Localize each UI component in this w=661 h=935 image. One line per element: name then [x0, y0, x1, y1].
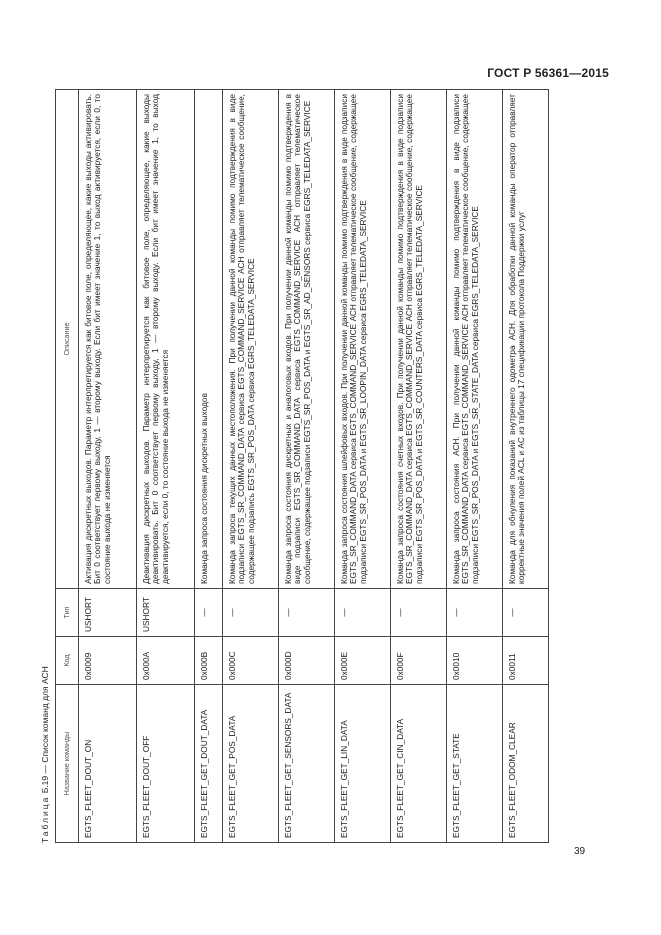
command-type-cell: — — [278, 589, 334, 637]
table-row — [78, 90, 136, 843]
command-name-cell: EGTS_FLEET_GET_CIN_DATA — [390, 685, 446, 843]
table-header-row — [56, 90, 79, 843]
table-caption-label: Таблица — [40, 795, 50, 843]
table-row — [194, 90, 222, 843]
command-code-cell: 0x0011 — [502, 637, 548, 685]
command-code-cell: 0x000C — [222, 637, 278, 685]
command-type-cell: USHORT — [78, 589, 136, 637]
table-row — [390, 90, 446, 843]
column-header-code: Код — [56, 637, 79, 685]
command-type-cell: — — [390, 589, 446, 637]
rotated-table-block — [40, 90, 550, 843]
command-type-cell: — — [334, 589, 390, 637]
column-header-type: Тип — [56, 589, 79, 637]
command-description-cell: Команда для обнуления показаний внутреннего одометра АСН. Для обработки данной команды оператор отправляет корректные значения полей ACL и AC из таблицы 17 спецификации протокола Поддержки услуг — [502, 90, 548, 589]
table-row — [222, 90, 278, 843]
command-name-cell: EGTS_FLEET_GET_STATE — [446, 685, 502, 843]
command-description-cell: Активация дискретных выходов. Параметр интерпретируется как битовое поле, определяющее, какие выходы активировать. Бит 0 соответствует первому выходу, 1 — второму выходу. Если бит имеет значение 1, то выход активируется, если 0, то состояние выхода не изменяется — [78, 90, 136, 589]
command-description-cell: Команда запроса текущих данных местоположения. При получении данной команды помимо подтверждения в виде подзаписи EGTS_SR_COMMAND_DATA сервиса EGTS_COMMAND_SERVICE АСН отправляет телематическое сообщение, содержащее подзапись EGTS_SR_POS_DATA сервиса EGRS_TELEDATA_SERVICE — [222, 90, 278, 589]
command-description-cell: Команда запроса состояния шлейфовых входов. При получении данной команды помимо подтверждения в виде подзаписи EGTS_SR_COMMAND_DATA сервиса EGTS_COMMAND_SERVICE АСН отправляет телематическое сообщение, содержащее подзаписи EGTS_SR_POS_DATA и EGTS_SR_LOOPIN_DATA сервиса EGRS_TELEDATA_SERVICE — [334, 90, 390, 589]
table-caption-text: Б.19 — Список команд для АСН — [40, 666, 50, 794]
command-name-cell: EGTS_FLEET_ODOM_CLEAR — [502, 685, 548, 843]
table-row — [502, 90, 548, 843]
command-name-cell: EGTS_FLEET_GET_LIN_DATA — [334, 685, 390, 843]
document-header: ГОСТ Р 56361—2015 — [487, 66, 609, 80]
command-name-cell: EGTS_FLEET_GET_SENSORS_DATA — [278, 685, 334, 843]
command-code-cell: 0x000F — [390, 637, 446, 685]
command-code-cell: 0x0009 — [78, 637, 136, 685]
command-type-cell: — — [194, 589, 222, 637]
table-row — [278, 90, 334, 843]
command-description-cell: Команда запроса состояния АСН. При получении данной команды помимо подтверждения в виде подзаписи EGTS_SR_COMMAND_DATA сервиса EGTS_COMMAND_SERVICE АСН отправляет телематическое сообщение, содержащее подзаписи EGTS_SR_POS_DATA и EGTS_SR_STATE_DATA сервиса EGRS_TELEDATA_SERVICE — [446, 90, 502, 589]
command-type-cell: USHORT — [136, 589, 194, 637]
table-row — [334, 90, 390, 843]
command-type-cell: — — [446, 589, 502, 637]
command-code-cell: 0x0010 — [446, 637, 502, 685]
command-type-cell: — — [502, 589, 548, 637]
command-code-cell: 0x000D — [278, 637, 334, 685]
table-caption — [40, 666, 50, 843]
command-description-cell: Команда запроса состояния счетных входов. При получении данной команды помимо подтверждения в виде подзаписи EGTS_SR_COMMAND_DATA сервиса EGTS_COMMAND_SERVICE АСН отправляет телематическое сообщение, содержащее подзаписи EGTS_SR_POS_DATA и EGTS_SR_COUNTERS_DATA сервиса EGRS_TELEDATA_SERVICE — [390, 90, 446, 589]
command-code-cell: 0x000E — [334, 637, 390, 685]
command-description-cell: Деактивация дискретных выходов. Параметр интерпретируется как битовое поле, определяющее, какие выходы деактивировать. Бит 0 соответствует первому выходу, 1 — второму выходу. Если бит имеет значение 1, то выход деактивируется, если 0, то состояние выхода не изменяется — [136, 90, 194, 589]
column-header-description: Описание — [56, 90, 79, 589]
table-row — [136, 90, 194, 843]
table-row — [446, 90, 502, 843]
command-name-cell: EGTS_FLEET_GET_POS_DATA — [222, 685, 278, 843]
command-name-cell: EGTS_FLEET_DOUT_OFF — [136, 685, 194, 843]
command-name-cell: EGTS_FLEET_DOUT_ON — [78, 685, 136, 843]
command-description-cell: Команда запроса состояния дискретных и аналоговых входов. При получении данной команды помимо подтверждения в виде подзаписи EGTS_SR_COMMAND_DATA сервиса EGTS_COMMAND_SERVICE АСН отправляет телематическое сообщение, содержащее подзаписи EGTS_SR_POS_DATA и EGTS_SR_AD_SENSORS сервиса EGRS_TELEDATA_SERVICE — [278, 90, 334, 589]
commands-table — [55, 89, 549, 843]
command-description-cell: Команда запроса состояния дискретных выходов — [194, 90, 222, 589]
command-code-cell: 0x000A — [136, 637, 194, 685]
column-header-name: Название команды — [56, 685, 79, 843]
command-code-cell: 0x000B — [194, 637, 222, 685]
command-name-cell: EGTS_FLEET_GET_DOUT_DATA — [194, 685, 222, 843]
command-type-cell: — — [222, 589, 278, 637]
page-number: 39 — [574, 846, 586, 857]
